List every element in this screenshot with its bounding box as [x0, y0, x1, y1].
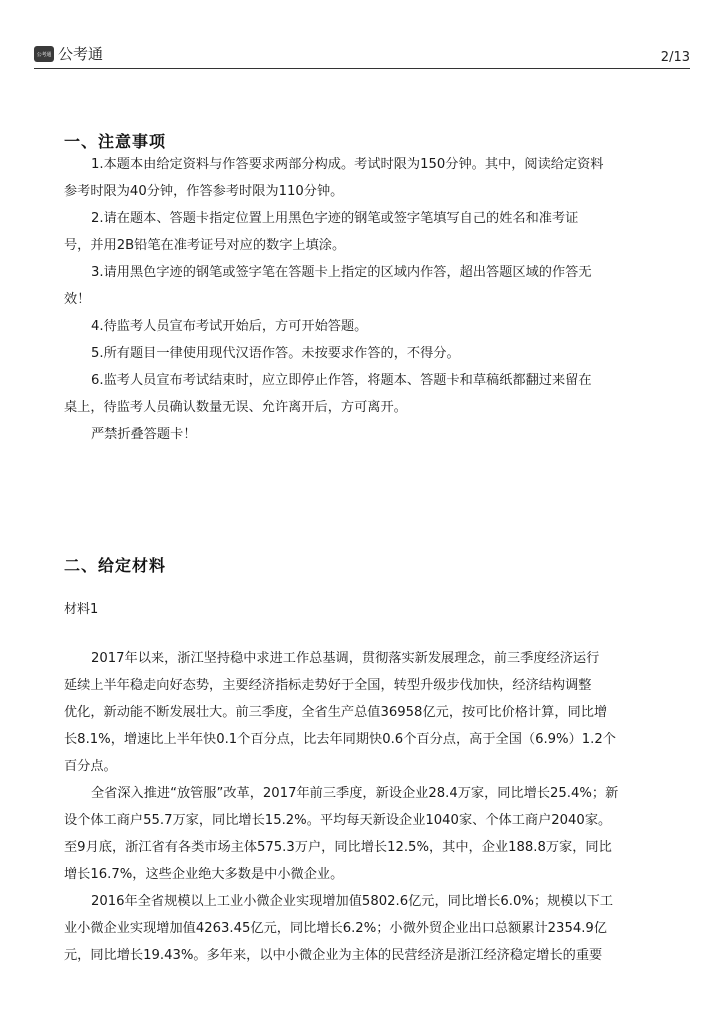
material-line: 至9月底，浙江省有各类市场主体575.3万户，同比增长12.5%，其中，企业188.8万家，同比 — [64, 840, 612, 855]
notice-line: 1.本题本由给定资料与作答要求两部分构成。考试时限为150分钟。其中，阅读给定资料 — [91, 157, 604, 172]
notice-line: 3.请用黑色字迹的钢笔或签字笔在答题卡上指定的区域内作答，超出答题区域的作答无 — [91, 265, 592, 280]
page-header — [34, 44, 690, 69]
material-line: 延续上半年稳走向好态势，主要经济指标走势好于全国，转型升级步伐加快，经济结构调整 — [64, 678, 592, 693]
notice-line: 5.所有题目一律使用现代汉语作答。未按要求作答的，不得分。 — [91, 346, 460, 361]
notice-line: 参考时限为40分钟，作答参考时限为110分钟。 — [64, 184, 344, 199]
material-line: 优化，新动能不断发展壮大。前三季度，全省生产总值36958亿元，按可比价格计算，同比增 — [64, 705, 608, 720]
logo — [34, 46, 103, 62]
logo-text: 公考通 — [58, 45, 104, 63]
section-title-materials: 二、给定材料 — [64, 556, 167, 575]
material-line: 增长16.7%，这些企业绝大多数是中小微企业。 — [64, 867, 344, 882]
material-line: 业小微企业实现增加值4263.45亿元，同比增长6.2%；小微外贸企业出口总额累计2354.9亿 — [64, 921, 607, 936]
section-title-notice: 一、注意事项 — [64, 132, 167, 151]
material-body — [64, 645, 660, 969]
notice-line: 2.请在题本、答题卡指定位置上用黑色字迹的钢笔或签字笔填写自己的姓名和准考证 — [91, 211, 579, 226]
notice-line: 4.待监考人员宣布考试开始后，方可开始答题。 — [91, 319, 368, 334]
material-line: 全省深入推进“放管服”改革，2017年前三季度，新设企业28.4万家，同比增长25.4%；新 — [91, 786, 619, 801]
page-number: 2/13 — [660, 50, 690, 65]
notice-line: 6.监考人员宣布考试结束时，应立即停止作答，将题本、答题卡和草稿纸都翻过来留在 — [91, 373, 592, 388]
notice-line: 严禁折叠答题卡！ — [91, 427, 197, 442]
material-label: 材料1 — [64, 602, 99, 617]
material-line: 2017年以来，浙江坚持稳中求进工作总基调，贯彻落实新发展理念，前三季度经济运行 — [91, 651, 600, 666]
material-line: 长8.1%，增速比上半年快0.1个百分点，比去年同期快0.6个百分点，高于全国（6.9%）1.2个 — [64, 732, 616, 747]
material-line: 百分点。 — [64, 759, 117, 774]
material-line: 设个体工商户55.7万家，同比增长15.2%。平均每天新设企业1040家、个体工商户2040家。 — [64, 813, 612, 828]
notice-line: 桌上，待监考人员确认数量无误、允许离开后，方可离开。 — [64, 400, 407, 415]
logo-icon: 公考通 — [34, 46, 54, 62]
material-line: 2016年全省规模以上工业小微企业实现增加值5802.6亿元，同比增长6.0%；规模以下工 — [91, 894, 614, 909]
material-line: 元，同比增长19.43%。多年来，以中小微企业为主体的民营经济是浙江经济稳定增长的重要 — [64, 948, 603, 963]
notice-body — [64, 151, 660, 448]
notice-line: 效！ — [64, 292, 91, 307]
notice-line: 号，并用2B铅笔在准考证号对应的数字上填涂。 — [64, 238, 346, 253]
